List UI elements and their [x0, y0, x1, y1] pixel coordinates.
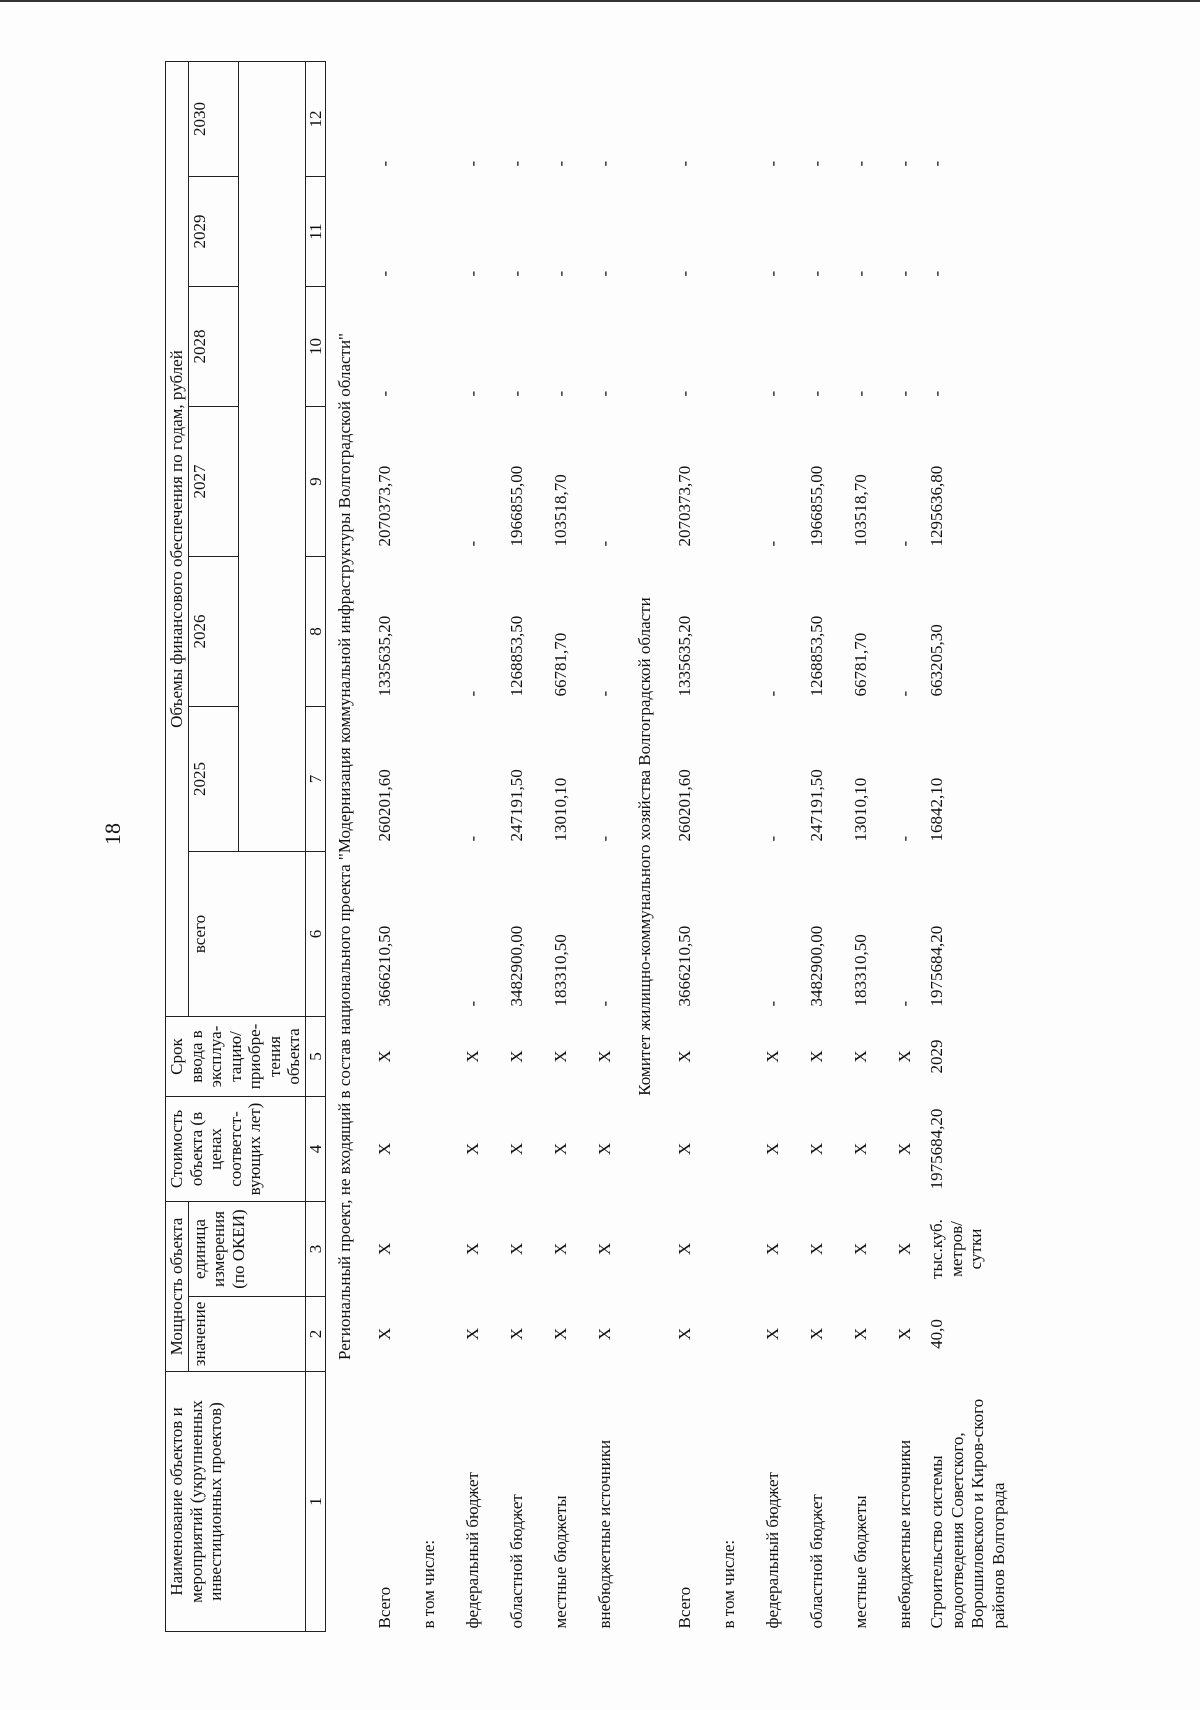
cost-cell: X: [894, 1142, 914, 1156]
capacity-value-cell: X: [506, 1327, 526, 1341]
term-cell: X: [462, 1050, 482, 1063]
year-2028-cell: -: [927, 390, 947, 397]
year-2028-cell: -: [674, 390, 694, 397]
cost-cell: X: [374, 1142, 394, 1156]
table-row: [706, 62, 750, 1632]
year-2025-cell: 16842,10: [927, 777, 947, 842]
year-2028-cell: -: [894, 390, 914, 397]
year-2027-cell: 1295636,80: [927, 465, 947, 547]
year-2030-cell: -: [850, 160, 870, 167]
year-2028-cell: -: [594, 390, 614, 397]
col-number: 8: [305, 557, 326, 707]
capacity-value-cell: X: [762, 1327, 782, 1341]
header-capacity-value: значение: [188, 1297, 305, 1372]
capacity-unit-cell: X: [894, 1242, 914, 1256]
total-cell: 3666210,50: [374, 925, 394, 1007]
total-cell: 183310,50: [550, 934, 570, 1007]
row-name: внебюджетные источники: [894, 1439, 914, 1629]
total-cell: -: [762, 1000, 782, 1007]
capacity-value-cell: X: [374, 1327, 394, 1341]
col-number: 6: [305, 852, 326, 1017]
capacity-value-cell: X: [850, 1327, 870, 1341]
row-name: Всего: [674, 1586, 694, 1629]
capacity-unit-cell: X: [850, 1242, 870, 1256]
year-2026-cell: 663205,30: [927, 624, 947, 697]
capacity-unit-cell: X: [374, 1242, 394, 1256]
header-year-2028: 2028: [188, 287, 238, 407]
capacity-unit-cell: X: [674, 1242, 694, 1256]
col-number: 4: [305, 1097, 326, 1202]
col-number: 2: [305, 1297, 326, 1372]
year-2027-cell: 2070373,70: [374, 465, 394, 547]
year-2025-cell: 247191,50: [506, 769, 526, 842]
year-2027-cell: 1966855,00: [506, 465, 526, 547]
year-2025-cell: [406, 707, 450, 852]
col-number: 3: [305, 1202, 326, 1297]
term-cell: X: [806, 1050, 826, 1063]
year-2029-cell: -: [806, 270, 826, 277]
capacity-unit-cell: X: [806, 1242, 826, 1256]
year-2026-cell: 66781,70: [850, 632, 870, 697]
header-total: всего: [188, 852, 305, 1017]
table-row: [494, 62, 538, 1632]
col-number: 5: [305, 1017, 326, 1097]
year-2030-cell: -: [806, 160, 826, 167]
year-2030-cell: [406, 62, 450, 177]
table-body: [326, 62, 1010, 1632]
header-year-2029: 2029: [188, 177, 238, 287]
table-row: [838, 62, 882, 1632]
table-row: [450, 62, 494, 1632]
year-2027-cell: 103518,70: [850, 474, 870, 547]
capacity-value-cell: [406, 1297, 450, 1372]
year-2030-cell: -: [594, 160, 614, 167]
year-2026-cell: 1335635,20: [674, 615, 694, 697]
page-number: 18: [100, 823, 125, 845]
year-2028-cell: -: [506, 390, 526, 397]
year-2028-cell: -: [374, 390, 394, 397]
row-name: в том числе:: [718, 1539, 738, 1629]
year-2027-cell: 2070373,70: [674, 465, 694, 547]
year-2030-cell: -: [894, 160, 914, 167]
year-2028-cell: -: [550, 390, 570, 397]
year-2029-cell: -: [674, 270, 694, 277]
cost-cell: X: [850, 1142, 870, 1156]
row-name: областной бюджет: [506, 1494, 526, 1629]
year-2030-cell: -: [462, 160, 482, 167]
row-name: в том числе:: [418, 1539, 438, 1629]
year-2029-cell: -: [762, 270, 782, 277]
term-cell: X: [594, 1050, 614, 1063]
cost-cell: X: [674, 1142, 694, 1156]
funding-table: [165, 61, 1010, 1632]
cost-cell: 1975684,20: [927, 1108, 947, 1190]
year-2029-cell: -: [894, 270, 914, 277]
capacity-unit-cell: X: [506, 1242, 526, 1256]
year-2029-cell: -: [462, 270, 482, 277]
section-title-committee: Комитет жилищно-коммунального хозяйства Волгоградской области: [634, 597, 654, 1096]
table-row: [750, 62, 794, 1632]
year-2030-cell: -: [506, 160, 526, 167]
year-2025-cell: -: [894, 835, 914, 842]
year-2030-cell: -: [550, 160, 570, 167]
table-row: [662, 62, 706, 1632]
year-2027-cell: 1966855,00: [806, 465, 826, 547]
cost-cell: X: [462, 1142, 482, 1156]
year-2030-cell: -: [674, 160, 694, 167]
table-row: [926, 62, 1010, 1632]
table-row: [362, 62, 406, 1632]
term-cell: X: [894, 1050, 914, 1063]
year-2025-cell: -: [594, 835, 614, 842]
capacity-value-cell: X: [894, 1327, 914, 1341]
term-cell: X: [374, 1050, 394, 1063]
table-header: [166, 62, 326, 1632]
total-cell: -: [594, 1000, 614, 1007]
header-year-2027: 2027: [188, 407, 238, 557]
cost-cell: [706, 1097, 750, 1202]
year-2028-cell: -: [762, 390, 782, 397]
header-year-2025: 2025: [188, 707, 238, 852]
cost-cell: X: [762, 1142, 782, 1156]
cost-cell: [406, 1097, 450, 1202]
term-cell: X: [506, 1050, 526, 1063]
header-year-spacer: [238, 62, 305, 852]
year-2026-cell: 66781,70: [550, 632, 570, 697]
year-2029-cell: [406, 177, 450, 287]
total-cell: [706, 852, 750, 1017]
capacity-value-cell: X: [674, 1327, 694, 1341]
year-2025-cell: 247191,50: [806, 769, 826, 842]
year-2025-cell: 260201,60: [674, 769, 694, 842]
term-cell: X: [674, 1050, 694, 1063]
total-cell: 1975684,20: [927, 925, 947, 1007]
cost-cell: X: [594, 1142, 614, 1156]
year-2026-cell: 1268853,50: [806, 615, 826, 697]
header-year-2026: 2026: [188, 557, 238, 707]
year-2026-cell: [706, 557, 750, 707]
header-capacity: Мощность объекта: [166, 1202, 189, 1372]
row-name: внебюджетные источники: [594, 1439, 614, 1629]
year-2028-cell: [706, 287, 750, 407]
cost-cell: X: [550, 1142, 570, 1156]
capacity-value-cell: X: [462, 1327, 482, 1341]
capacity-unit-cell: [406, 1202, 450, 1297]
capacity-value-cell: [706, 1297, 750, 1372]
header-cost: Стоимость объекта (в ценах соответст-вующих лет): [166, 1097, 306, 1202]
year-2025-cell: -: [462, 835, 482, 842]
scan-edge-line: [0, 0, 1200, 2]
year-2026-cell: -: [894, 690, 914, 697]
cost-cell: X: [506, 1142, 526, 1156]
table-row: [406, 62, 450, 1632]
year-2029-cell: -: [550, 270, 570, 277]
year-2029-cell: -: [927, 270, 947, 277]
capacity-value-cell: X: [550, 1327, 570, 1341]
year-2030-cell: [706, 62, 750, 177]
year-2030-cell: -: [762, 160, 782, 167]
year-2028-cell: -: [850, 390, 870, 397]
capacity-value-cell: X: [594, 1327, 614, 1341]
capacity-unit-cell: X: [462, 1242, 482, 1256]
capacity-unit-cell: [706, 1202, 750, 1297]
year-2025-cell: 13010,10: [550, 777, 570, 842]
total-cell: 3482900,00: [506, 925, 526, 1007]
year-2026-cell: 1268853,50: [506, 615, 526, 697]
section-title-regional-project: Региональный проект, не входящий в состав национального проекта "Модернизация коммунальной инфраструктуры Волгоградской области": [334, 333, 354, 1361]
header-capacity-unit: единица измерения (по ОКЕИ): [188, 1202, 305, 1297]
term-cell: X: [850, 1050, 870, 1063]
year-2026-cell: -: [594, 690, 614, 697]
row-name: местные бюджеты: [850, 1495, 870, 1629]
table-row: [538, 62, 582, 1632]
capacity-unit-cell: X: [550, 1242, 570, 1256]
total-cell: [406, 852, 450, 1017]
term-cell: 2029: [927, 1039, 947, 1074]
col-number: 7: [305, 707, 326, 852]
row-name: местные бюджеты: [550, 1495, 570, 1629]
row-name: федеральный бюджет: [462, 1472, 482, 1629]
year-2025-cell: 260201,60: [374, 769, 394, 842]
year-2027-cell: [406, 407, 450, 557]
year-2030-cell: -: [374, 160, 394, 167]
table-row: [794, 62, 838, 1632]
year-2027-cell: -: [594, 540, 614, 547]
col-number: 10: [305, 287, 326, 407]
year-2025-cell: [706, 707, 750, 852]
year-2028-cell: -: [806, 390, 826, 397]
year-2028-cell: [406, 287, 450, 407]
header-name: Наименование объектов и мероприятий (укрупненных инвестиционных проектов): [166, 1372, 306, 1632]
section-title-row: [326, 62, 363, 1632]
section-title-row: [626, 62, 662, 1632]
cost-cell: X: [806, 1142, 826, 1156]
year-2029-cell: -: [594, 270, 614, 277]
year-2027-cell: -: [462, 540, 482, 547]
year-2027-cell: [706, 407, 750, 557]
year-2027-cell: -: [894, 540, 914, 547]
total-cell: 3666210,50: [674, 925, 694, 1007]
year-2029-cell: -: [850, 270, 870, 277]
capacity-value-cell: 40,0: [927, 1319, 947, 1349]
year-2025-cell: -: [762, 835, 782, 842]
col-number: 12: [305, 62, 326, 177]
year-2029-cell: [706, 177, 750, 287]
year-2026-cell: -: [462, 690, 482, 697]
year-2028-cell: -: [462, 390, 482, 397]
col-number: 1: [305, 1372, 326, 1632]
row-name: областной бюджет: [806, 1494, 826, 1629]
year-2026-cell: 1335635,20: [374, 615, 394, 697]
rotated-table-container: [165, 62, 1065, 1632]
row-name: Всего: [374, 1586, 394, 1629]
header-term: Срок ввода в эксплуа-тацию/ приобре-тения объекта: [166, 1017, 306, 1097]
header-funding: Объемы финансового обеспечения по годам, рублей: [166, 62, 189, 1017]
row-name: федеральный бюджет: [762, 1472, 782, 1629]
year-2027-cell: 103518,70: [550, 474, 570, 547]
total-cell: 183310,50: [850, 934, 870, 1007]
year-2026-cell: -: [762, 690, 782, 697]
table-row: [582, 62, 626, 1632]
col-number: 9: [305, 407, 326, 557]
capacity-unit-cell: X: [594, 1242, 614, 1256]
total-cell: 3482900,00: [806, 925, 826, 1007]
year-2027-cell: -: [762, 540, 782, 547]
capacity-unit-cell: X: [762, 1242, 782, 1256]
year-2025-cell: 13010,10: [850, 777, 870, 842]
capacity-value-cell: X: [806, 1327, 826, 1341]
row-name: Строительство системы водоотведения Советского, Ворошиловского и Киров-ского районов Волгограда: [927, 1398, 1008, 1629]
year-2029-cell: -: [374, 270, 394, 277]
term-cell: X: [550, 1050, 570, 1063]
year-2030-cell: -: [927, 160, 947, 167]
total-cell: -: [894, 1000, 914, 1007]
term-cell: X: [762, 1050, 782, 1063]
year-2029-cell: -: [506, 270, 526, 277]
header-year-2030: 2030: [188, 62, 238, 177]
column-number-row: [305, 62, 326, 1632]
term-cell: [706, 1017, 750, 1097]
year-2026-cell: [406, 557, 450, 707]
capacity-unit-cell: тыс.куб. метров/ сутки: [927, 1219, 986, 1279]
table-row: [882, 62, 926, 1632]
col-number: 11: [305, 177, 326, 287]
total-cell: -: [462, 1000, 482, 1007]
term-cell: [406, 1017, 450, 1097]
